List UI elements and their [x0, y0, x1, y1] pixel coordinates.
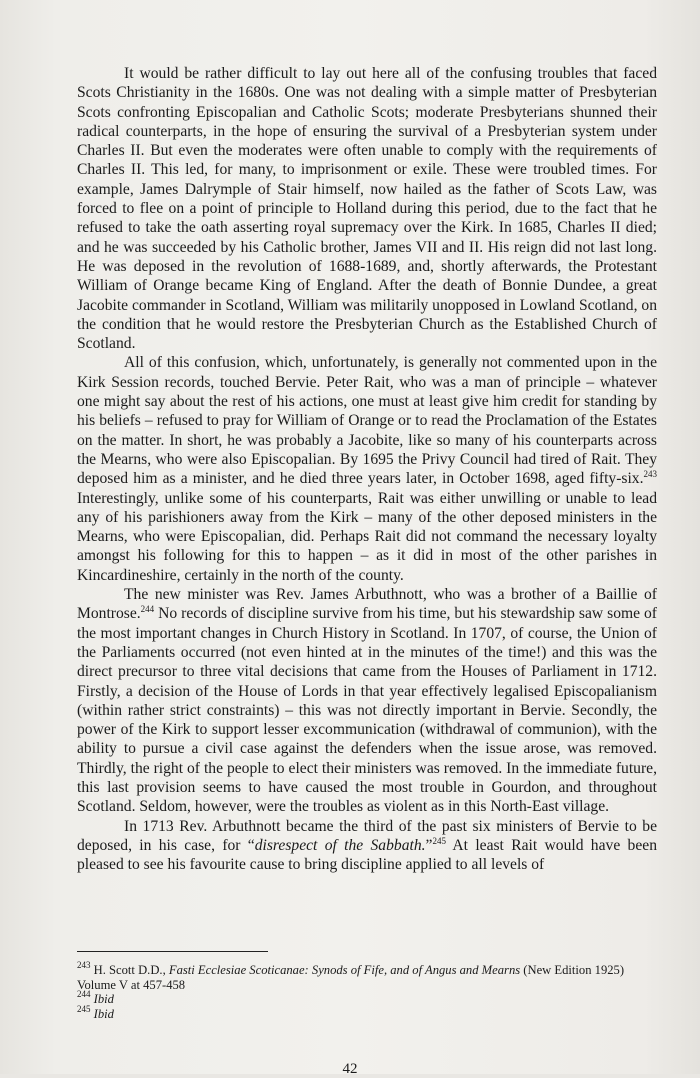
- footnote-text: H. Scott D.D.,: [90, 963, 169, 977]
- paragraph-4-text-a: In 1713 Rev. Arbuthnott became the third of the past six ministers of Bervie to be deposed, in his case, for “: [77, 817, 657, 854]
- quote-italic: disrespect of the Sabbath.: [254, 836, 426, 854]
- footnote-title: Ibid: [93, 1006, 114, 1021]
- footnote-ref-245[interactable]: 245: [432, 835, 446, 846]
- footnote-ref-243[interactable]: 243: [643, 469, 657, 480]
- paragraph-4-text-b: At least Rait would have been pleased to see his favourite cause to bring discipline applied to all levels of: [77, 836, 657, 874]
- close-quote: ”: [425, 836, 433, 854]
- body-text: [77, 64, 657, 874]
- paragraph-3: [77, 585, 657, 817]
- paragraph-1: It would be rather difficult to lay out here all of the confusing troubles that faced Scots Christianity in the 1680s. One was not dealing with a simple matter of Presbyterian Scots confronting Episcopalian and Catholic Scots; moderate Presbyterians shunned their radical counterparts, in the hope of ensuring the survival of a Presbyterian system under Charles II. But even the moderates were often unable to comply with the requirements of Charles II. This led, for many, to imprisonment or exile. These were troubled times. For example, James Dalrymple of Stair himself, now hailed as the father of Scots Law, was forced to flee on a point of principle to Holland during this period, due to the fact that he refused to take the oath asserting royal supremacy over the Kirk. In 1685, Charles II died; and he was succeeded by his Catholic brother, James VII and II. His reign did not last long. He was deposed in the revolution of 1688-1689, and, shortly afterwards, the Protestant William of Orange became King of England. After the death of Bonnie Dundee, a great Jacobite commander in Scotland, William was militarily unopposed in Lowland Scotland, on the condition that he would restore the Presbyterian Church as the Established Church of Scotland.: [77, 65, 657, 353]
- paragraph-2: [77, 353, 657, 585]
- footnotes: [77, 960, 657, 1021]
- footnote-divider: [77, 951, 268, 952]
- paragraph-3-text-a: The new minister was Rev. James Arbuthnott, who was a brother of a Baillie of Montrose.: [77, 586, 657, 623]
- footnote-title: Fasti Ecclesiae Scoticanae: Synods of Fife, and of Angus and Mearns: [168, 963, 521, 977]
- footnote-text: (New Edition 1925) Volume V at 457-458: [77, 963, 625, 992]
- footnote-number: 244: [77, 989, 91, 1000]
- paragraph-2-text-b: Interestingly, unlike some of his counterparts, Rait was either unwilling or unable to lead any of his parishioners away from the Kirk – many of the other deposed ministers in the Mearns, who were Episcopalian, did. Perhaps Rait did not command the necessary loyalty amongst his following for this to happen – as it did in most of the other parishes in Kincardineshire, certainly in the north of the county.: [77, 489, 657, 584]
- paragraph-3-text-b: No records of discipline survive from his time, but his stewardship saw some of the most important changes in Church History in Scotland. In 1707, of course, the Union of the Parliaments occurred (not even hinted at in the minutes of the time!) and this was the direct precursor to three vital decisions that came from the Houses of Parliament in 1712. Firstly, a decision of the House of Lords in that year effectively legalised Episcopalianism (within rather strict constraints) – this was not directly important in Bervie. Secondly, the power of the Kirk to support lesser excommunication (withdrawal of communion), with the ability to pursue a civil case against the defenders when the issue arose, was removed. Thirdly, the right of the people to elect their ministers was removed. In the immediate future, this last provision seems to have caused the most trouble in Gourdon, and throughout Scotland. Seldom, however, were the troubles as violent as in this North-East village.: [77, 605, 657, 816]
- footnote-ref-244[interactable]: 244: [140, 604, 155, 615]
- footnote-243: [77, 960, 657, 992]
- paragraph-4: [77, 817, 657, 875]
- paragraph-2-text-a: All of this confusion, which, unfortunately, is generally not commented upon in the Kirk Session records, touched Bervie. Peter Rait, who was a man of principle – whatever one might say about the rest of his actions, one must at least give him credit for standing by his beliefs – refused to pray for William of Orange or to read the Proclamation of the Estates on the matter. In short, he was probably a Jacobite, like so many of his counterparts across the Mearns, who were also Episcopalian. By 1695 the Privy Council had tired of Rait. They deposed him as a minister, and he died three years later, in October 1698, aged fifty-six.: [77, 354, 657, 488]
- footnote-number: 245: [77, 1003, 91, 1014]
- page-number: 42: [342, 1061, 358, 1077]
- footnote-245: [77, 1003, 657, 1022]
- footnote-number: 243: [77, 960, 91, 970]
- footnote-244: [77, 989, 657, 1007]
- footnote-title: Ibid: [93, 992, 114, 1007]
